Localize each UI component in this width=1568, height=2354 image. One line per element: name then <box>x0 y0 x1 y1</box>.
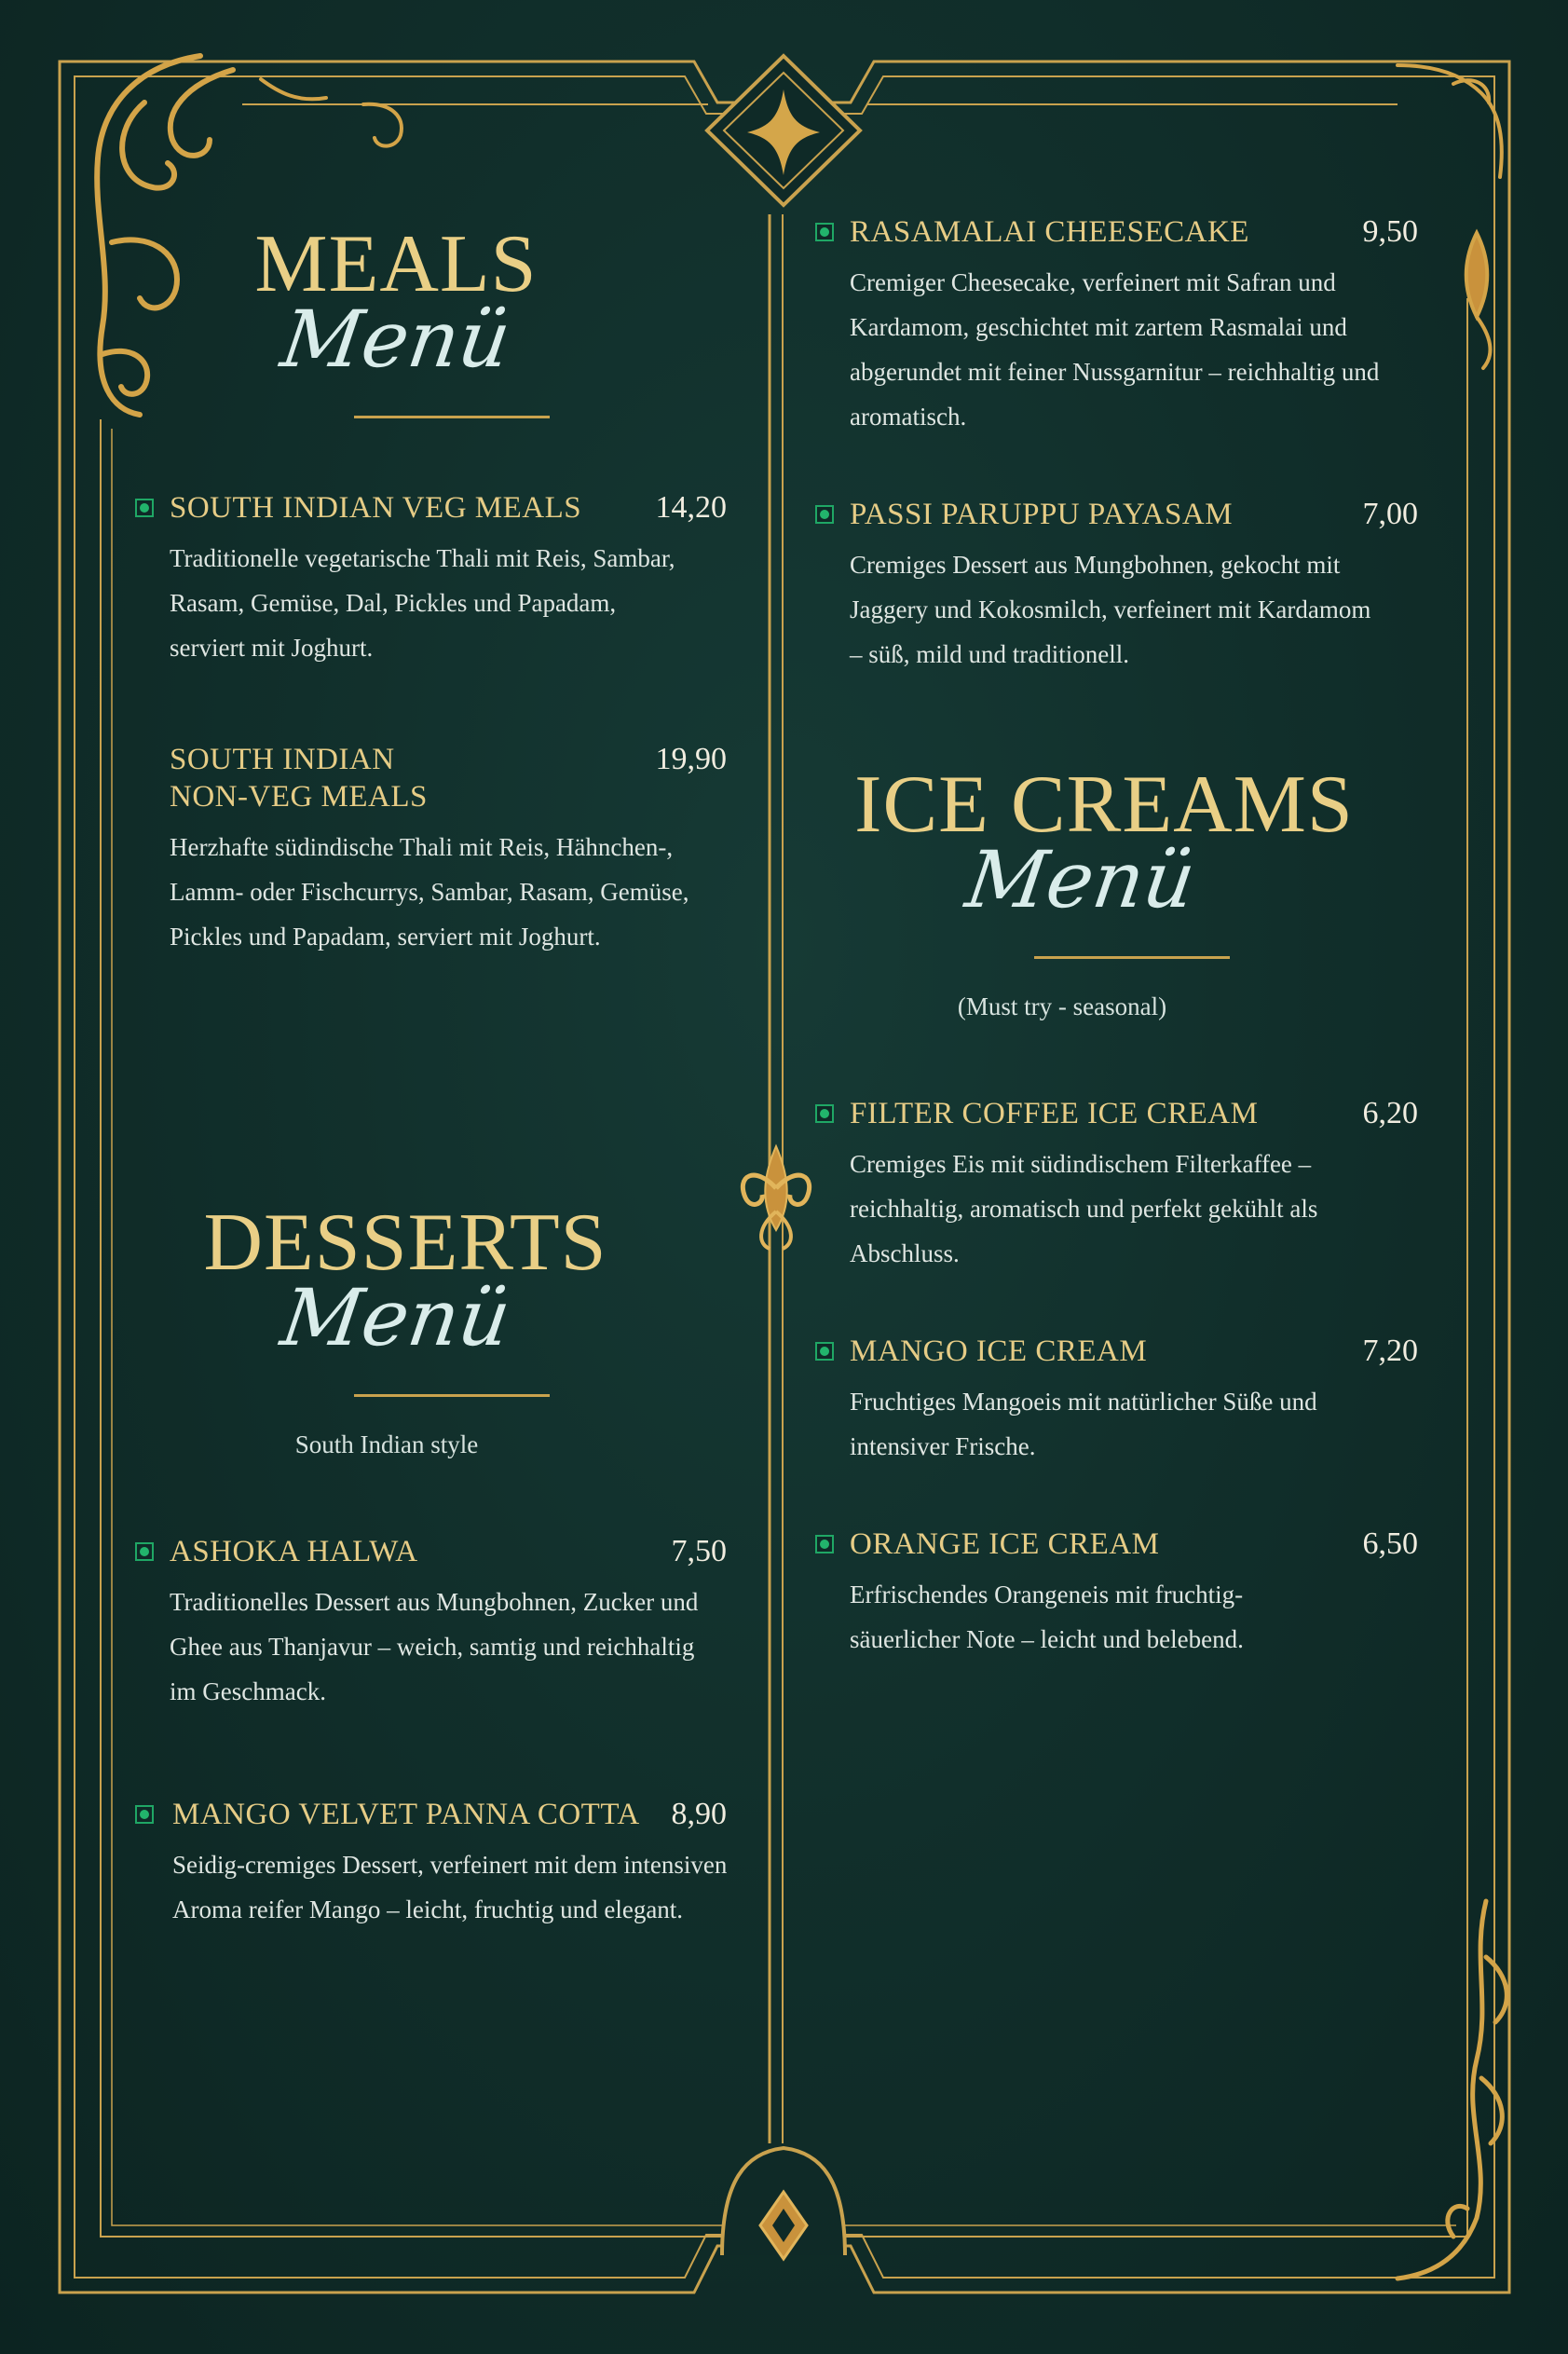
menu-item <box>130 1533 727 1714</box>
item-price: 19,90 <box>655 742 727 776</box>
item-name: MANGO VELVET PANNA COTTA <box>172 1798 640 1831</box>
item-name: ORANGE ICE CREAM <box>850 1527 1160 1561</box>
item-price: 7,00 <box>1362 497 1418 531</box>
menu-item <box>812 1526 1418 1662</box>
icecreams-header <box>811 760 1453 1021</box>
veg-marker-icon <box>815 1535 834 1553</box>
item-price: 6,50 <box>1362 1526 1418 1561</box>
desserts-divider <box>354 1394 550 1397</box>
icecreams-title: ICE CREAMS <box>854 760 1354 850</box>
menu-item <box>812 1333 1418 1469</box>
veg-marker-icon <box>135 1805 154 1824</box>
item-name: PASSI PARUPPU PAYASAM <box>850 498 1234 531</box>
menu-item <box>130 489 727 670</box>
item-price: 9,50 <box>1362 214 1418 249</box>
item-price: 8,90 <box>671 1797 727 1831</box>
item-description: Traditionelle vegetarische Thali mit Reis, Sambar, Rasam, Gemüse, Dal, Pickles und Papadam, serviert mit Joghurt. <box>170 544 675 662</box>
item-description: Cremiger Cheesecake, verfeinert mit Safran und Kardamom, geschichtet mit zartem Rasmalai und abgerundet mit feiner Nussgarnitur – reichhaltig und aromatisch. <box>850 268 1380 431</box>
meals-divider <box>354 416 550 418</box>
item-name: SOUTH INDIAN NON-VEG MEALS <box>170 743 428 814</box>
item-description: Seidig-cremiges Dessert, verfeinert mit dem intensiven Aroma reifer Mango – leicht, fruchtig und elegant. <box>172 1851 728 1923</box>
veg-marker-icon <box>135 499 154 517</box>
menu-item <box>130 1796 728 1932</box>
item-name: FILTER COFFEE ICE CREAM <box>850 1097 1259 1130</box>
item-price: 6,20 <box>1362 1096 1418 1130</box>
desserts-subtitle: South Indian style <box>294 1430 479 1458</box>
icecreams-divider <box>1034 956 1230 959</box>
veg-marker-icon <box>135 1542 154 1561</box>
veg-marker-icon <box>815 1342 834 1361</box>
icecreams-subtitle: (Must try - seasonal) <box>957 992 1167 1020</box>
item-name: SOUTH INDIAN VEG MEALS <box>170 491 582 525</box>
item-name: MANGO ICE CREAM <box>850 1334 1148 1368</box>
item-name: RASAMALAI CHEESECAKE <box>850 215 1249 249</box>
desserts-title: DESSERTS <box>203 1198 607 1288</box>
veg-marker-icon <box>815 1104 834 1123</box>
item-description: Traditionelles Dessert aus Mungbohnen, Zucker und Ghee aus Thanjavur – weich, samtig und reichhaltig im Geschmack. <box>170 1588 699 1705</box>
icecreams-script-title: Menü <box>961 834 1201 925</box>
item-description: Cremiges Dessert aus Mungbohnen, gekocht mit Jaggery und Kokosmilch, verfeinert mit Kardamom – süß, mild und traditionell. <box>850 551 1371 668</box>
item-description: Cremiges Eis mit südindischem Filterkaffee – reichhaltig, aromatisch und perfekt gekühlt als Abschluss. <box>850 1150 1318 1267</box>
top-diamond-ornament <box>707 56 860 205</box>
menu-item <box>812 1095 1418 1276</box>
item-price: 7,50 <box>671 1534 727 1568</box>
item-price: 14,20 <box>655 490 727 525</box>
item-description: Erfrischendes Orangeneis mit fruchtig-säuerlicher Note – leicht und belebend. <box>850 1581 1244 1653</box>
bottom-right-corner-ornament <box>1398 1901 1507 2279</box>
menu-item <box>812 496 1418 677</box>
item-price: 7,20 <box>1362 1334 1418 1368</box>
meals-header <box>130 219 773 418</box>
item-description: Herzhafte südindische Thali mit Reis, Hähnchen-, Lamm- oder Fischcurrys, Sambar, Rasam, Gemüse, Pickles und Papadam, serviert mit Joghurt. <box>170 833 689 951</box>
item-name: ASHOKA HALWA <box>170 1535 418 1568</box>
veg-marker-icon <box>815 223 834 241</box>
meals-script-title: Menü <box>276 294 516 385</box>
menu-item <box>812 213 1418 439</box>
menu-item <box>130 741 727 959</box>
item-description: Fruchtiges Mangoeis mit natürlicher Süße und intensiver Frische. <box>850 1388 1317 1460</box>
desserts-script-title: Menü <box>276 1272 516 1363</box>
desserts-header <box>130 1198 773 1459</box>
meals-title: MEALS <box>254 219 538 309</box>
veg-marker-icon <box>815 505 834 524</box>
bottom-arch-ornament <box>722 2148 845 2259</box>
